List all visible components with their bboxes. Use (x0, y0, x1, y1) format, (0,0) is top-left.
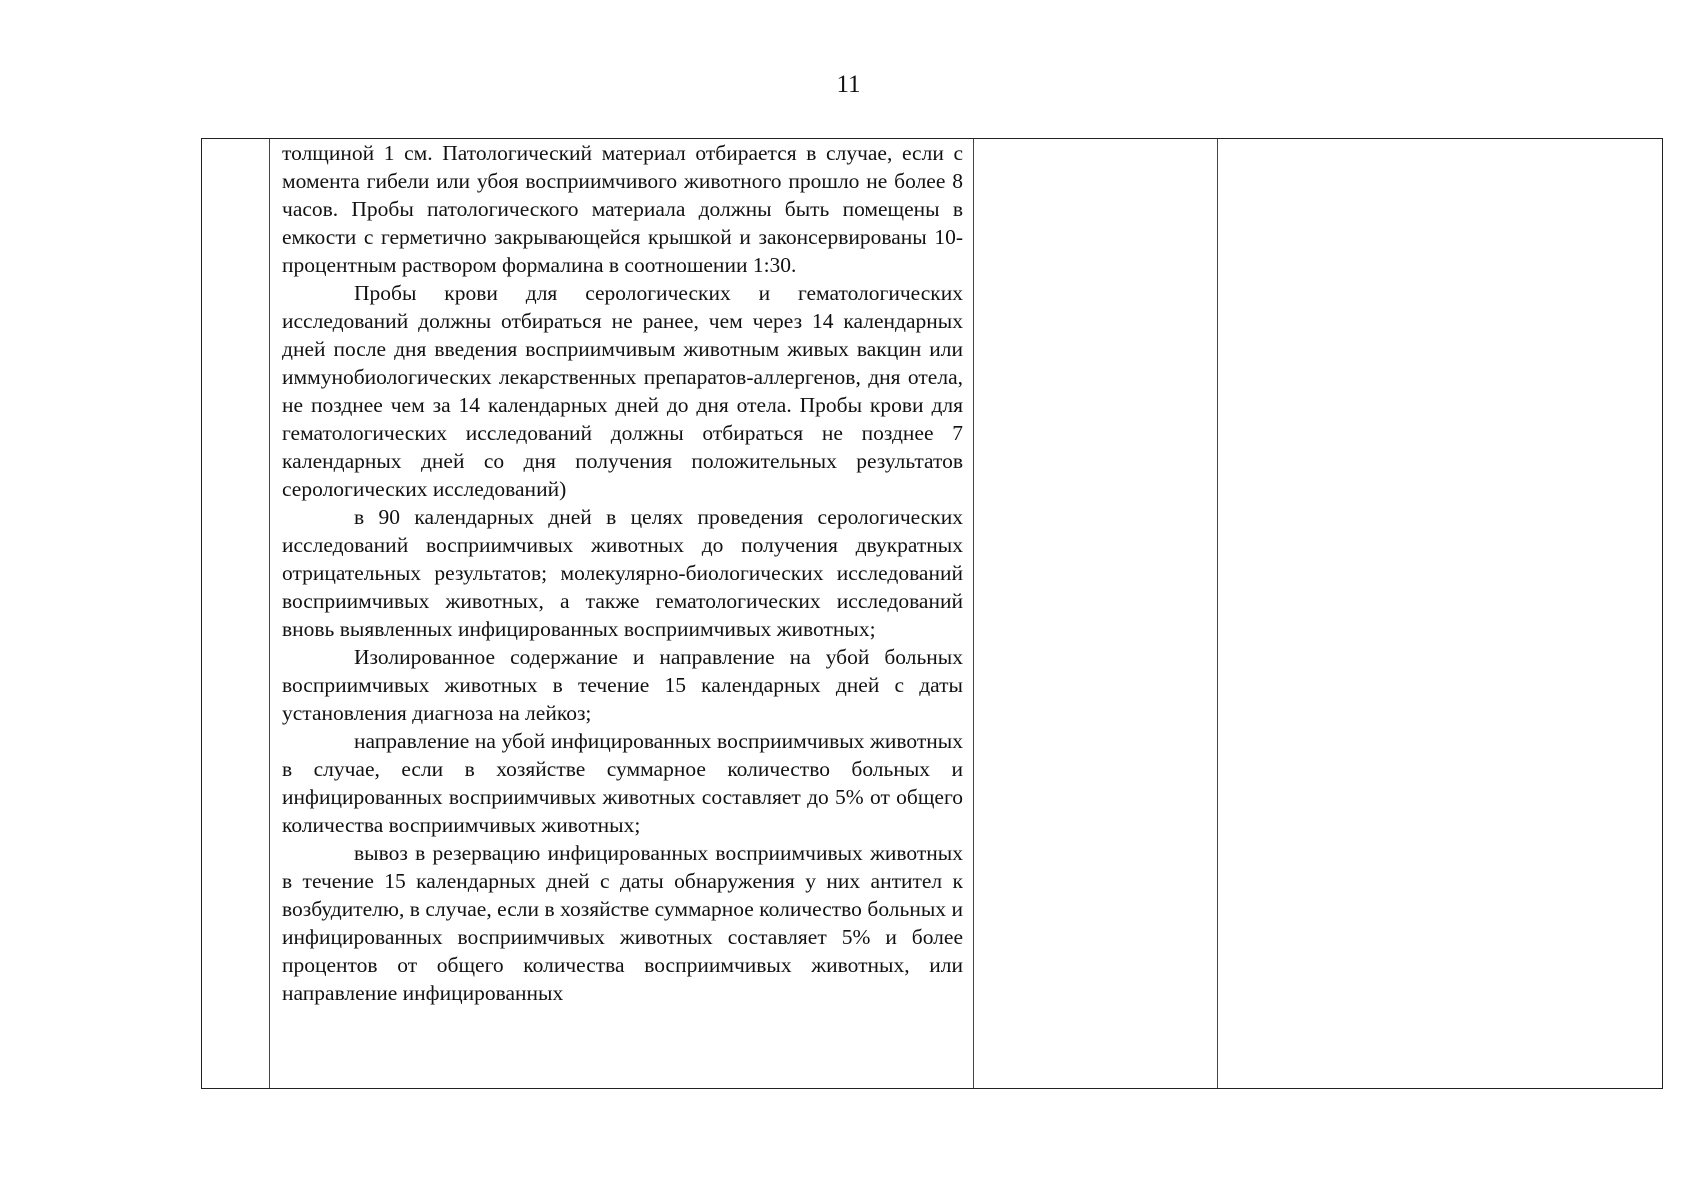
table-paragraph: направление на убой инфицированных восприимчивых животных в случае, если в хозяйстве суммарное количество больных и инфицированных восприимчивых животных составляет до 5% от общего количества восприимчивых животных; (282, 729, 963, 837)
table-column-measures (270, 139, 974, 1088)
table-column-deadline (974, 139, 1218, 1088)
table-paragraph: в 90 календарных дней в целях проведения серологических исследований восприимчивых животных до получения двукратных отрицательных результатов; молекулярно-биологических исследований восприимчивых животных, а также гематологических исследований вновь выявленных инфицированных восприимчивых животных; (282, 505, 963, 641)
table-column-responsible (1218, 139, 1662, 1088)
page-number: 11 (836, 71, 861, 98)
table-paragraph: вывоз в резервацию инфицированных восприимчивых животных в течение 15 календарных дней с даты обнаружения у них антител к возбудителю, в случае, если в хозяйстве суммарное количество больных и инфицированных восприимчивых животных составляет 5% и более процентов от общего количества восприимчивых животных, или направление инфицированных (282, 841, 963, 1005)
document-table (201, 138, 1663, 1089)
table-paragraph: Изолированное содержание и направление на убой больных восприимчивых животных в течение 15 календарных дней с даты установления диагноза на лейкоз; (282, 645, 963, 725)
table-paragraph: Пробы крови для серологических и гематологических исследований должны отбираться не ранее, чем через 14 календарных дней после дня введения восприимчивым животным живых вакцин или иммунобиологических лекарственных препаратов-аллергенов, дня отела, не позднее чем за 14 календарных дней до дня отела. Пробы крови для гематологических исследований должны отбираться не позднее 7 календарных дней со дня получения положительных результатов серологических исследований) (282, 281, 963, 501)
table-paragraph: толщиной 1 см. Патологический материал отбирается в случае, если с момента гибели или убоя восприимчивого животного прошло не более 8 часов. Пробы патологического материала должны быть помещены в емкости с герметично закрывающейся крышкой и законсервированы 10-процентным раствором формалина в соотношении 1:30. (282, 141, 963, 277)
table-column-number (202, 139, 270, 1088)
